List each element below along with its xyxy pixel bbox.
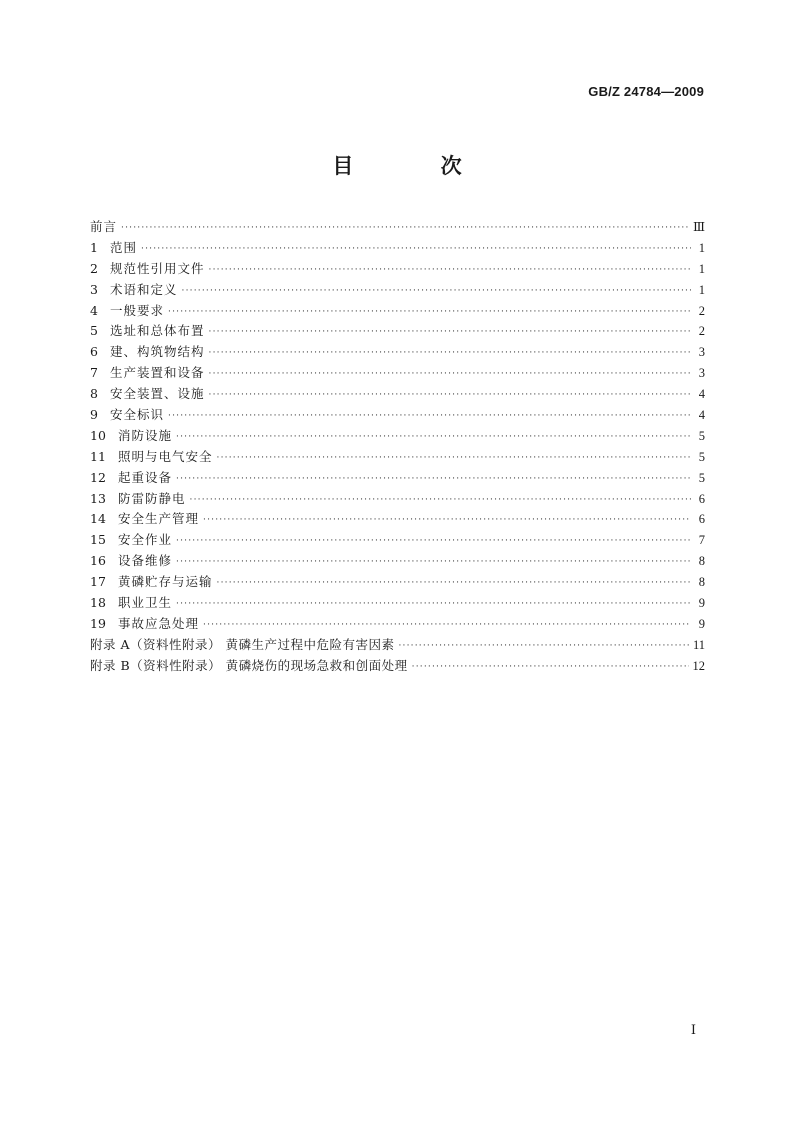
toc-entry-label: 建、构筑物结构 (110, 344, 205, 360)
toc-entry-1[interactable] (90, 238, 705, 259)
toc-entry-label: 生产装置和设备 (110, 365, 205, 381)
toc-entry-18[interactable] (90, 593, 705, 614)
toc-entry-label: 黄磷贮存与运输 (118, 574, 213, 590)
toc-entry-page: 5 (698, 470, 705, 485)
leader-dots (209, 322, 691, 343)
toc-entry-number: 14 (90, 511, 106, 527)
leader-dots (209, 385, 691, 406)
toc-entry-label: 职业卫生 (118, 595, 173, 611)
toc-entry-page: 2 (698, 303, 705, 318)
leader-dots (412, 657, 689, 678)
toc-entry-label: 照明与电气安全 (118, 448, 213, 464)
toc-entry-label: 安全标识 (110, 407, 165, 423)
toc-entry-appendix-a[interactable] (90, 635, 705, 656)
toc-entry-foreword[interactable] (90, 217, 705, 238)
toc-entry-13[interactable] (90, 489, 705, 510)
toc-entry-label: 安全生产管理 (118, 511, 200, 527)
leader-dots (203, 510, 691, 531)
document-code: GB/Z 24784—2009 (588, 84, 704, 99)
toc-entry-number: 15 (90, 532, 106, 548)
toc-entry-label: 前言 (90, 219, 118, 234)
toc-entry-label: 一般要求 (110, 302, 165, 318)
toc-entry-label: 防雷防静电 (118, 490, 186, 506)
toc-entry-label: 安全作业 (118, 532, 173, 548)
toc-entry-14[interactable] (90, 509, 705, 530)
toc-entry-label: 规范性引用文件 (110, 260, 205, 276)
leader-dots (121, 218, 689, 239)
leader-dots (176, 469, 691, 490)
leader-dots (168, 406, 691, 427)
toc-entry-number: 17 (90, 574, 106, 590)
page-number: Ⅰ (690, 1022, 696, 1037)
leader-dots (398, 636, 688, 657)
toc-entry-number: 18 (90, 595, 106, 611)
toc-entry-label: 安全装置、设施 (110, 386, 205, 402)
leader-dots (168, 302, 691, 323)
toc-entry-label: 附录 A（资料性附录） 黄磷生产过程中危险有害因素 (90, 636, 395, 652)
toc-entry-5[interactable] (90, 321, 705, 342)
toc-entry-page: 4 (698, 387, 705, 402)
toc-entry-2[interactable] (90, 259, 705, 280)
toc-entry-page: 5 (698, 428, 705, 443)
toc-entry-6[interactable] (90, 342, 705, 363)
toc-entry-number: 9 (90, 407, 98, 423)
leader-dots (217, 573, 691, 594)
toc-entry-12[interactable] (90, 468, 705, 489)
toc-entry-number: 2 (90, 260, 98, 276)
toc-entry-page: 1 (698, 240, 705, 255)
toc-entry-page: 1 (698, 282, 705, 297)
toc-entry-page: 9 (698, 596, 705, 611)
toc-entry-page: 5 (698, 449, 705, 464)
toc-entry-number: 10 (90, 427, 106, 443)
toc-entry-16[interactable] (90, 551, 705, 572)
toc-entry-10[interactable] (90, 426, 705, 447)
toc-entry-label: 起重设备 (118, 469, 173, 485)
page-title: 目 次 (332, 153, 502, 178)
toc-entry-4[interactable] (90, 301, 705, 322)
toc-entry-number: 1 (90, 239, 98, 255)
toc-entry-number: 16 (90, 553, 106, 569)
toc-entry-page: 12 (692, 658, 705, 673)
toc-entry-label: 设备维修 (118, 553, 173, 569)
toc-entry-number: 11 (90, 448, 106, 464)
toc-entry-page: 9 (698, 616, 705, 631)
toc-entry-number: 7 (90, 365, 98, 381)
toc-entry-number: 4 (90, 302, 98, 318)
leader-dots (176, 552, 691, 573)
toc-entry-page: 8 (698, 554, 705, 569)
toc-entry-number: 12 (90, 469, 106, 485)
toc-entry-label: 消防设施 (118, 427, 173, 443)
leader-dots (141, 239, 691, 260)
toc-entry-page: 7 (698, 533, 705, 548)
toc-entry-page: 4 (698, 408, 705, 423)
leader-dots (190, 490, 691, 511)
toc-entry-page: 6 (698, 512, 705, 527)
toc-entry-page: 6 (698, 491, 705, 506)
leader-dots (176, 594, 691, 615)
toc-entry-7[interactable] (90, 363, 705, 384)
toc-entry-label: 附录 B（资料性附录） 黄磷烧伤的现场急救和创面处理 (90, 657, 408, 673)
toc-entry-number: 5 (90, 323, 98, 339)
toc-entry-page: 1 (698, 261, 705, 276)
leader-dots (203, 615, 691, 636)
leader-dots (209, 364, 691, 385)
table-of-contents (90, 217, 705, 677)
toc-entry-number: 6 (90, 344, 98, 360)
toc-entry-label: 事故应急处理 (118, 615, 200, 631)
toc-entry-11[interactable] (90, 447, 705, 468)
toc-entry-label: 选址和总体布置 (110, 323, 205, 339)
toc-entry-number: 3 (90, 281, 98, 297)
toc-entry-appendix-b[interactable] (90, 656, 705, 677)
toc-entry-page: 8 (698, 575, 705, 590)
leader-dots (182, 281, 691, 302)
toc-entry-number: 19 (90, 615, 106, 631)
toc-entry-15[interactable] (90, 530, 705, 551)
leader-dots (176, 427, 691, 448)
toc-entry-number: 8 (90, 386, 98, 402)
leader-dots (209, 343, 691, 364)
leader-dots (209, 260, 691, 281)
toc-entry-9[interactable] (90, 405, 705, 426)
toc-entry-page: 3 (698, 345, 705, 360)
leader-dots (176, 531, 691, 552)
toc-entry-page: 11 (692, 637, 705, 652)
toc-entry-17[interactable] (90, 572, 705, 593)
toc-entry-3[interactable] (90, 280, 705, 301)
toc-entry-page: 3 (698, 366, 705, 381)
leader-dots (217, 448, 691, 469)
toc-entry-label: 术语和定义 (110, 281, 178, 297)
toc-entry-8[interactable] (90, 384, 705, 405)
toc-entry-number: 13 (90, 490, 106, 506)
toc-entry-page: Ⅲ (692, 220, 705, 234)
toc-entry-page: 2 (698, 324, 705, 339)
toc-entry-19[interactable] (90, 614, 705, 635)
toc-entry-label: 范围 (110, 239, 138, 255)
